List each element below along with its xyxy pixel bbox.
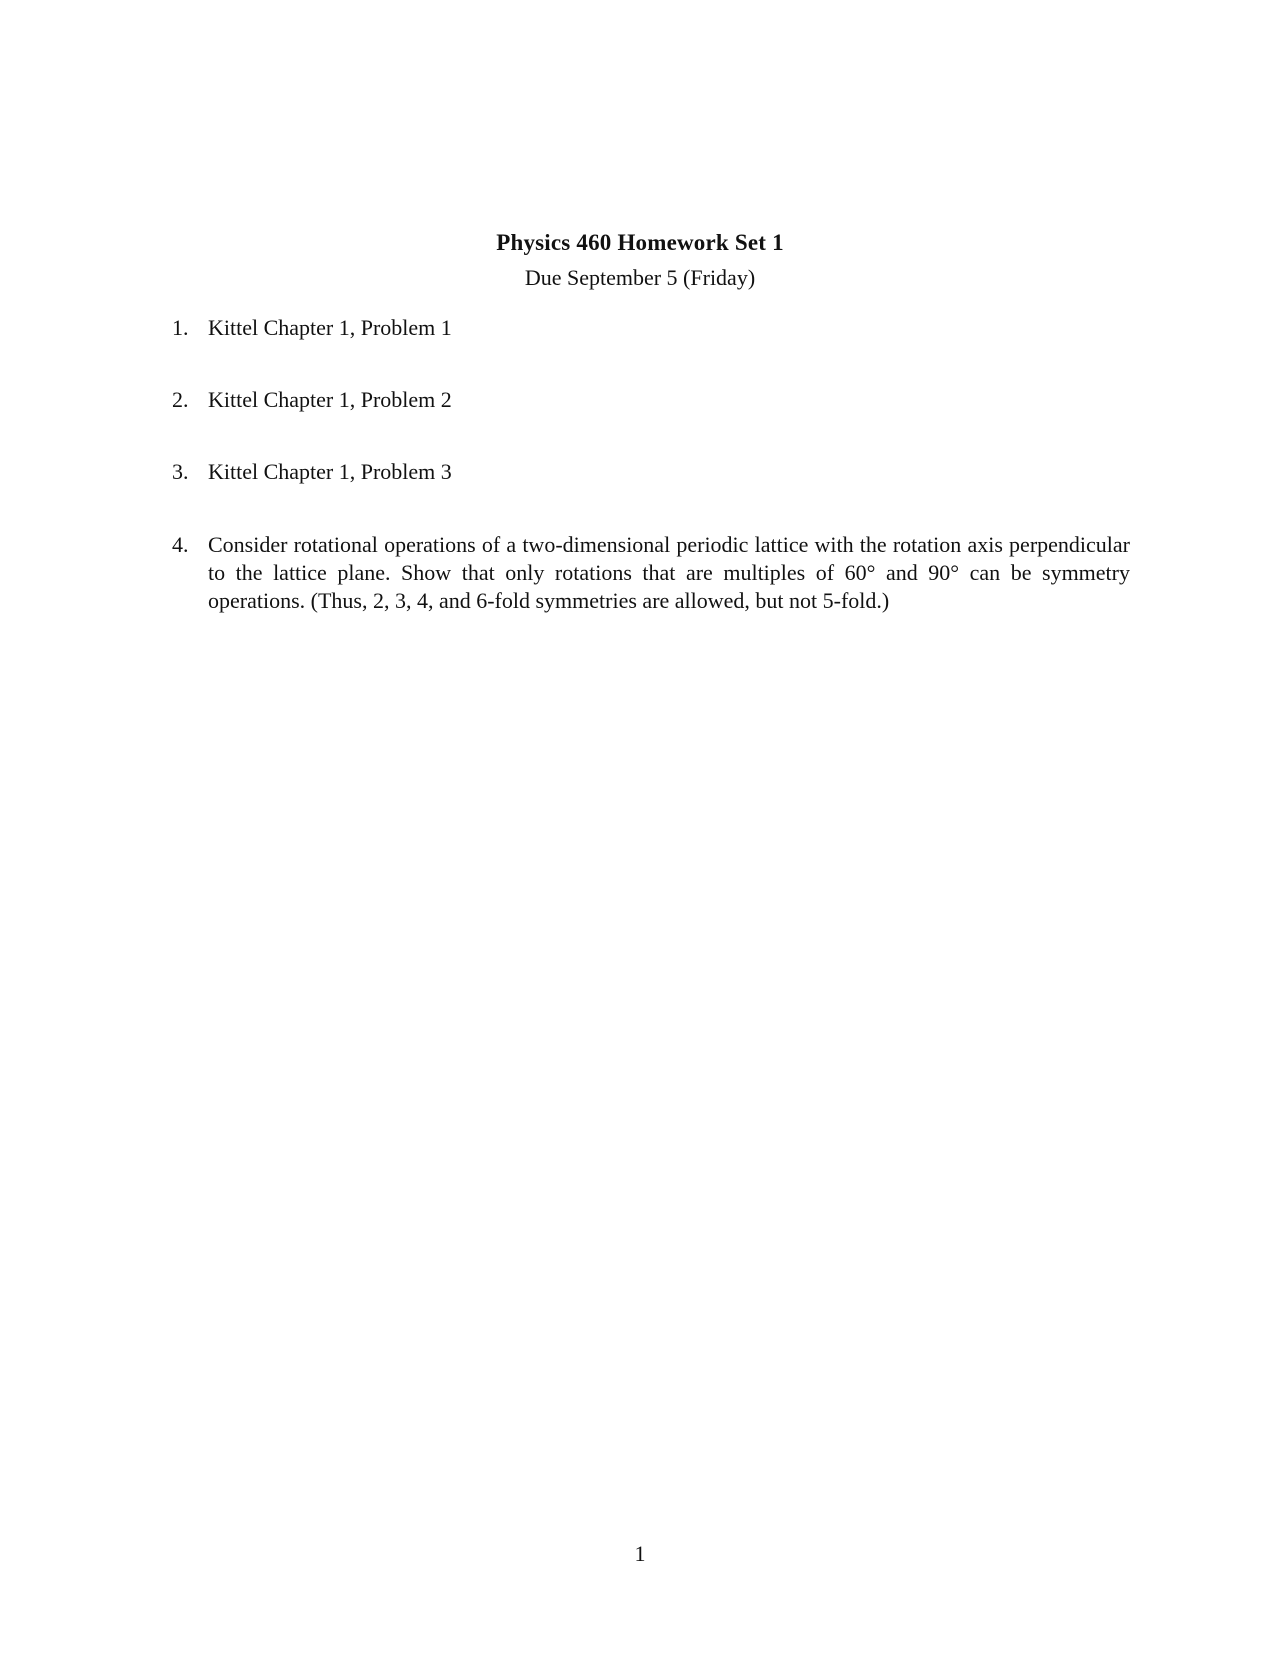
problem-text: Kittel Chapter 1, Problem 1 <box>208 315 452 340</box>
due-date: Due September 5 (Friday) <box>524 265 756 290</box>
problem-item <box>172 386 1130 414</box>
problem-text: Kittel Chapter 1, Problem 3 <box>208 459 452 484</box>
problem-number: 3. <box>172 459 189 484</box>
problem-item <box>172 531 1130 615</box>
problem-text: Kittel Chapter 1, Problem 2 <box>208 387 452 412</box>
problem-number: 4. <box>172 532 189 557</box>
problem-number: 2. <box>172 387 189 412</box>
problem-item <box>172 458 1130 486</box>
problem-text: Consider rotational operations of a two-dimensional periodic lattice with the rotation axis perpendicular to the lattice plane. Show that only rotations that are multiples of 60° and 90° can be symmetry operations. (Thus, 2, 3, 4, and 6-fold symmetries are allowed, but not 5-fold.) <box>208 532 1130 613</box>
problem-number: 1. <box>172 315 189 340</box>
problem-item <box>172 314 1130 342</box>
document-title: Physics 460 Homework Set 1 <box>496 230 784 255</box>
page-number: 1 <box>634 1541 646 1566</box>
